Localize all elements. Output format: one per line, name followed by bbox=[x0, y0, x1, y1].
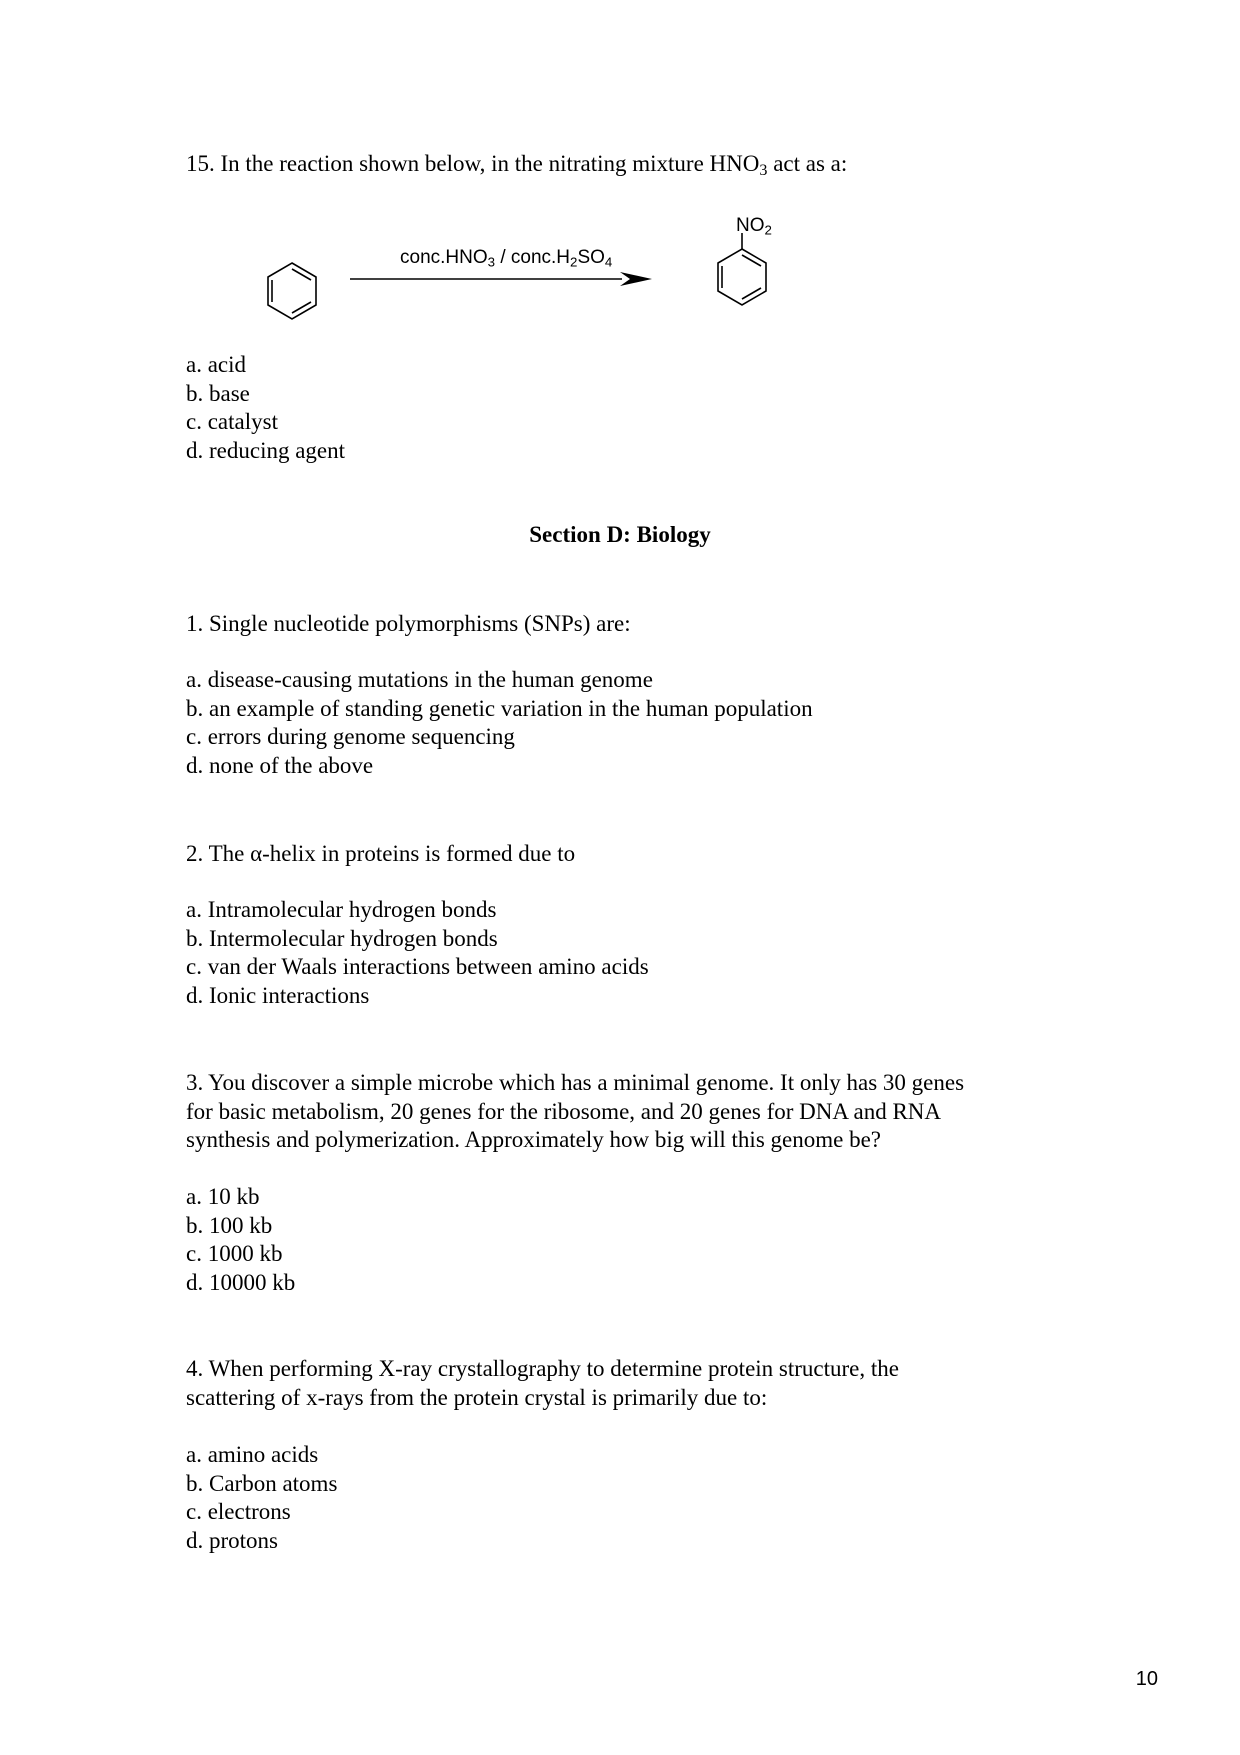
question-1-text: 1. Single nucleotide polymorphisms (SNPs) are: bbox=[186, 611, 631, 636]
option: d. none of the above bbox=[186, 752, 374, 778]
option: a. acid bbox=[186, 352, 247, 377]
reagent-text-1: conc.HNO bbox=[400, 247, 488, 268]
question-3-options bbox=[186, 1183, 295, 1297]
question-4-options bbox=[186, 1441, 337, 1555]
option: d. protons bbox=[186, 1527, 278, 1553]
option: b. Intermolecular hydrogen bonds bbox=[186, 925, 498, 951]
question-line: 3. You discover a simple microbe which has a minimal genome. It only has 30 genes bbox=[186, 1070, 965, 1095]
question-15-text bbox=[186, 149, 847, 178]
option: b. base bbox=[186, 380, 250, 406]
question-line: for basic metabolism, 20 genes for the ribosome, and 20 genes for DNA and RNA bbox=[186, 1098, 942, 1124]
option: c. 1000 kb bbox=[186, 1241, 283, 1267]
option: c. catalyst bbox=[186, 409, 278, 435]
nitro-group-label bbox=[736, 215, 772, 237]
reagent-sub-3: 4 bbox=[604, 254, 613, 270]
q15-subscript: 3 bbox=[759, 162, 768, 180]
reagent-sub-1: 3 bbox=[487, 254, 496, 270]
question-line: 4. When performing X-ray crystallography to determine protein structure, the bbox=[186, 1356, 899, 1381]
option: b. Carbon atoms bbox=[186, 1470, 338, 1496]
option: c. errors during genome sequencing bbox=[186, 724, 515, 750]
question-line: synthesis and polymerization. Approximately how big will this genome be? bbox=[186, 1127, 881, 1153]
option: d. 10000 kb bbox=[186, 1269, 296, 1295]
question-2-options bbox=[186, 896, 649, 1010]
option: b. 100 kb bbox=[186, 1212, 273, 1238]
question-3-text bbox=[186, 1069, 1066, 1155]
option: a. Intramolecular hydrogen bonds bbox=[186, 897, 497, 922]
page-number: 10 bbox=[1135, 1668, 1158, 1690]
question-2-text: 2. The α-helix in proteins is formed due to bbox=[186, 841, 576, 866]
question-4-text bbox=[186, 1355, 1066, 1412]
nitro-sub: 2 bbox=[764, 222, 772, 238]
reagent-text-2: / conc.H bbox=[495, 247, 571, 268]
nitro-text: NO bbox=[736, 215, 765, 236]
option: a. amino acids bbox=[186, 1442, 319, 1467]
reagent-label bbox=[400, 247, 612, 269]
option: d. Ionic interactions bbox=[186, 982, 370, 1008]
benzene-reactant bbox=[268, 263, 316, 319]
reaction-arrow bbox=[350, 272, 652, 286]
option: b. an example of standing genetic variation in the human population bbox=[186, 695, 813, 721]
question-15-options bbox=[186, 351, 345, 465]
nitrobenzene-product bbox=[718, 233, 766, 305]
question-1-options bbox=[186, 666, 813, 780]
reagent-sub-2: 2 bbox=[570, 254, 578, 270]
section-title: Section D: Biology bbox=[529, 522, 711, 547]
q15-text-after: act as a: bbox=[767, 151, 848, 176]
nitration-reaction-scheme bbox=[250, 205, 810, 325]
question-line: scattering of x-rays from the protein crystal is primarily due to: bbox=[186, 1384, 768, 1410]
option: a. disease-causing mutations in the human genome bbox=[186, 667, 653, 692]
q15-text-before: 15. In the reaction shown below, in the nitrating mixture HNO bbox=[186, 151, 760, 176]
option: c. electrons bbox=[186, 1499, 291, 1525]
option: a. 10 kb bbox=[186, 1184, 260, 1209]
option: c. van der Waals interactions between amino acids bbox=[186, 954, 649, 980]
option: d. reducing agent bbox=[186, 437, 346, 463]
reagent-text-3: SO bbox=[577, 247, 605, 268]
